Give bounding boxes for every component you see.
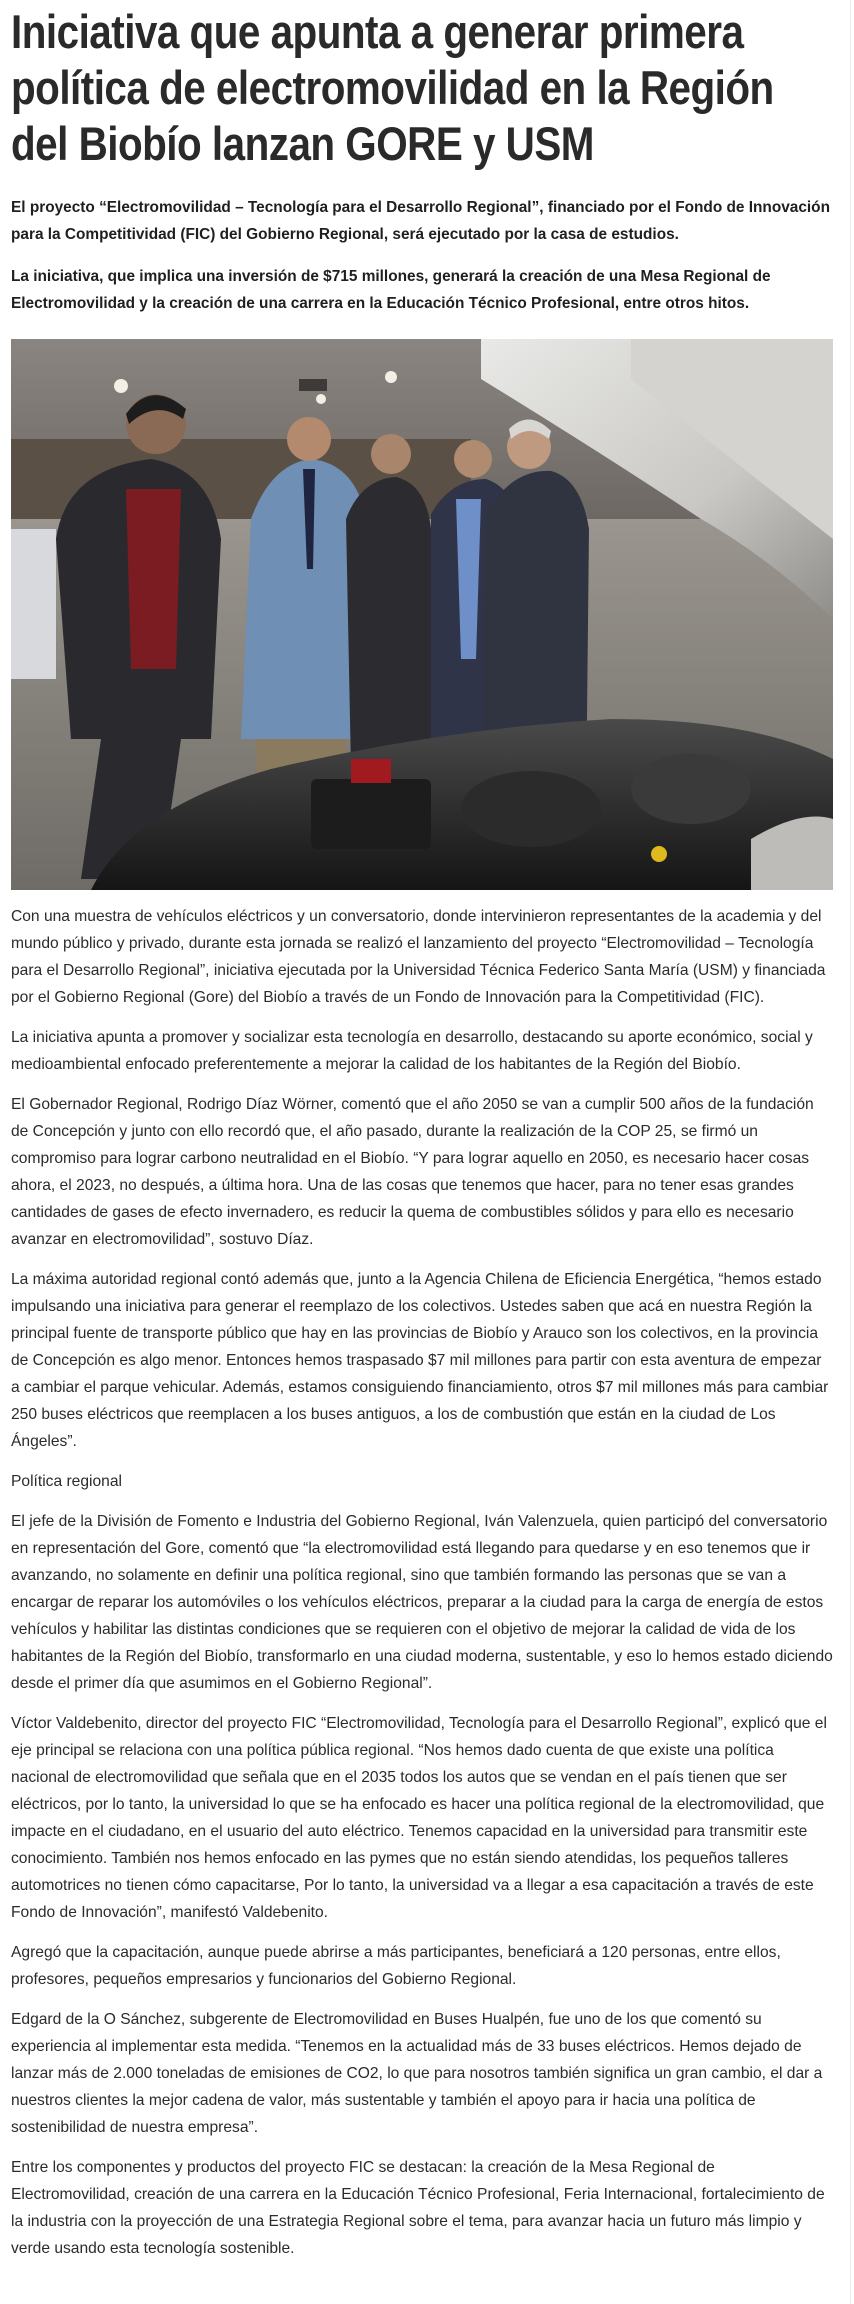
- page-edge-divider: [850, 0, 851, 2304]
- article-paragraph: El jefe de la División de Fomento e Industria del Gobierno Regional, Iván Valenzuela, quien participó del conversatorio en representación del Gore, comentó que “la electromovilidad está llegando para quedarse y en eso tenemos que ir avanzando, no solamente en definir una política regional, sino que también formando las personas que se van a encargar de reparar los automóviles o los vehículos eléctricos, preparar a la ciudad para la carga de energía de estos vehículos y habilitar las distintas condiciones que se requieren con el objetivo de mejorar la calidad de vida de los habitantes de la Región del Biobío, transformarlo en una ciudad moderna, sustentable, y eso lo hemos estado diciendo desde el primer día que asumimos en el Gobierno Regional”.: [11, 1513, 833, 1692]
- article-paragraph: El Gobernador Regional, Rodrigo Díaz Wörner, comentó que el año 2050 se van a cumplir 500 años de la fundación de Concepción y junto con ello recordó que, el año pasado, durante la realización de la COP 25, se firmó un compromiso para lograr carbono neutralidad en el Biobío. “Y para lograr aquello en 2050, es necesario hacer cosas ahora, el 2023, no después, a última hora. Una de las cosas que tenemos que hacer, para no tener esas grandes cantidades de gases de efecto invernadero, es reducir la quema de combustibles sólidos y para ello es necesario avanzar en electromovilidad”, sostuvo Díaz.: [11, 1096, 814, 1248]
- article-paragraph: La iniciativa apunta a promover y socializar esta tecnología en desarrollo, destacando su aporte económico, social y medioambiental enfocado preferentemente a mejorar la calidad de los habitantes de la Región del Biobío.: [11, 1029, 813, 1073]
- section-heading: Política regional: [11, 1473, 122, 1490]
- article-lead-2: La iniciativa, que implica una inversión de $715 millones, generará la creación de una Mesa Regional de Electromovilidad y la creación de una carrera en la Educación Técnico Profesional, entre otros hitos.: [11, 268, 771, 312]
- article-paragraph: Entre los componentes y productos del proyecto FIC se destacan: la creación de la Mesa Regional de Electromovilidad, creación de una carrera en la Educación Técnico Profesional, Feria Internacional, fortalecimiento de la industria con la proyección de una Estrategia Regional sobre el tema, para avanzar hacia un futuro más limpio y verde usando esta tecnología sostenible.: [11, 2159, 825, 2257]
- article-paragraph: Víctor Valdebenito, director del proyecto FIC “Electromovilidad, Tecnología para el Desarrollo Regional”, explicó que el eje principal se relaciona con una política pública regional. “Nos hemos dado cuenta de que existe una política nacional de electromovilidad que señala que en el 2035 todos los autos que se vendan en el país tienen que ser eléctricos, por lo tanto, la universidad lo que se ha enfocado es hacer una política regional de la electromovilidad, que impacte en el ciudadano, en el usuario del auto eléctrico. Tenemos capacidad en la universidad para transmitir este conocimiento. También nos hemos enfocado en las pymes que no están siendo atendidas, los pequeños talleres automotrices no tienen cómo capacitarse, Por lo tanto, la universidad va a llegar a esa capacitación a través de este Fondo de Innovación”, manifestó Valdebenito.: [11, 1715, 827, 1921]
- article-title: Iniciativa que apunta a generar primera política de electromovilidad en la Región del Biobío lanzan GORE y USM: [11, 5, 774, 170]
- article-photo: [11, 339, 833, 890]
- article-lead-1: El proyecto “Electromovilidad – Tecnología para el Desarrollo Regional”, financiado por el Fondo de Innovación para la Competitividad (FIC) del Gobierno Regional, será ejecutado por la casa de estudios.: [11, 199, 830, 243]
- article: [11, 0, 833, 2262]
- article-paragraph: Edgard de la O Sánchez, subgerente de Electromovilidad en Buses Hualpén, fue uno de los que comentó su experiencia al implementar esta medida. “Tenemos en la actualidad más de 33 buses eléctricos. Hemos dejado de lanzar más de 2.000 toneladas de emisiones de CO2, lo que para nosotros también significa un gran cambio, el dar a nuestros clientes la mejor cadena de valor, más sustentable y también el apoyo para ir hacia una política de sostenibilidad de nuestra empresa”.: [11, 2011, 823, 2136]
- article-paragraph: La máxima autoridad regional contó además que, junto a la Agencia Chilena de Eficiencia Energética, “hemos estado impulsando una iniciativa para generar el reemplazo de los colectivos. Ustedes saben que acá en nuestra Región la principal fuente de transporte público que hay en las provincias de Biobío y Arauco son los colectivos, en la provincia de Concepción es algo menor. Entonces hemos traspasado $7 mil millones para partir con esta aventura de empezar a cambiar el parque vehicular. Además, estamos consiguiendo financiamiento, otros $7 mil millones más para cambiar 250 buses eléctricos que reemplacen a los buses antiguos, a los de combustión que están en la ciudad de Los Ángeles”.: [11, 1271, 829, 1450]
- article-paragraph: Agregó que la capacitación, aunque puede abrirse a más participantes, beneficiará a 120 personas, entre ellos, profesores, pequeños empresarios y funcionarios del Gobierno Regional.: [11, 1944, 781, 1988]
- article-paragraph: Con una muestra de vehículos eléctricos y un conversatorio, donde intervinieron representantes de la academia y del mundo público y privado, durante esta jornada se realizó el lanzamiento del proyecto “Electromovilidad – Tecnología para el Desarrollo Regional”, iniciativa ejecutada por la Universidad Técnica Federico Santa María (USM) y financiada por el Gobierno Regional (Gore) del Biobío a través de un Fondo de Innovación para la Competitividad (FIC).: [11, 908, 826, 1006]
